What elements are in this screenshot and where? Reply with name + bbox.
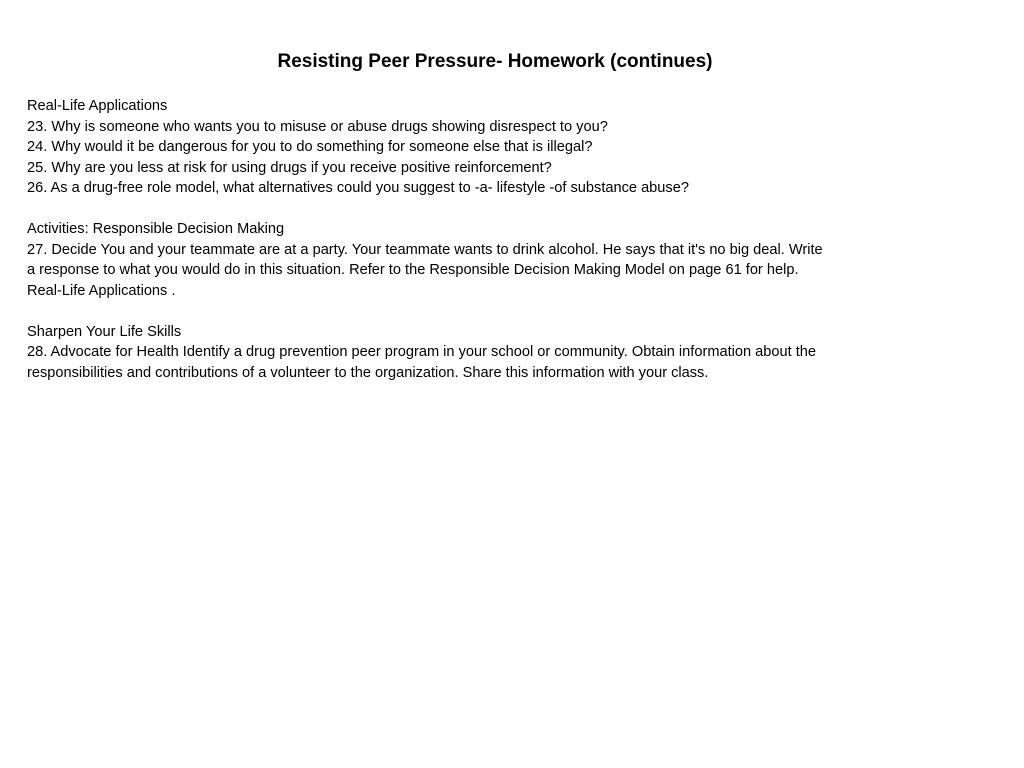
blank-line [27, 199, 927, 220]
question-26: 26. As a drug-free role model, what alternatives could you suggest to -a- lifestyle -of substance abuse? [27, 180, 689, 196]
question-23: 23. Why is someone who wants you to misuse or abuse drugs showing disrespect to you? [27, 118, 608, 135]
question-27-line-2: a response to what you would do in this situation. Refer to the Responsible Decision Making Model on page 61 for help. [27, 262, 799, 278]
blank-line [27, 301, 927, 322]
homework-body [27, 96, 927, 383]
section-heading-activities: Activities: Responsible Decision Making [27, 221, 285, 237]
question-28-line-2: responsibilities and contributions of a volunteer to the organization. Share this information with your class. [27, 364, 709, 381]
section-heading-life-skills: Sharpen Your Life Skills [27, 323, 182, 340]
page-title: Resisting Peer Pressure- Homework (continues) [277, 51, 713, 72]
question-24: 24. Why would it be dangerous for you to do something for someone else that is illegal? [27, 139, 593, 155]
section-heading-real-life-applications: Real-Life Applications [27, 98, 168, 114]
question-25: 25. Why are you less at risk for using drugs if you receive positive reinforcement? [27, 159, 552, 176]
real-life-applications-note: Real-Life Applications . [27, 282, 176, 299]
question-28-line-1: 28. Advocate for Health Identify a drug prevention peer program in your school or community. Obtain information about the [27, 344, 817, 360]
question-27-line-1: 27. Decide You and your teammate are at a party. Your teammate wants to drink alcohol. He says that it's no big deal. Write [27, 241, 823, 258]
